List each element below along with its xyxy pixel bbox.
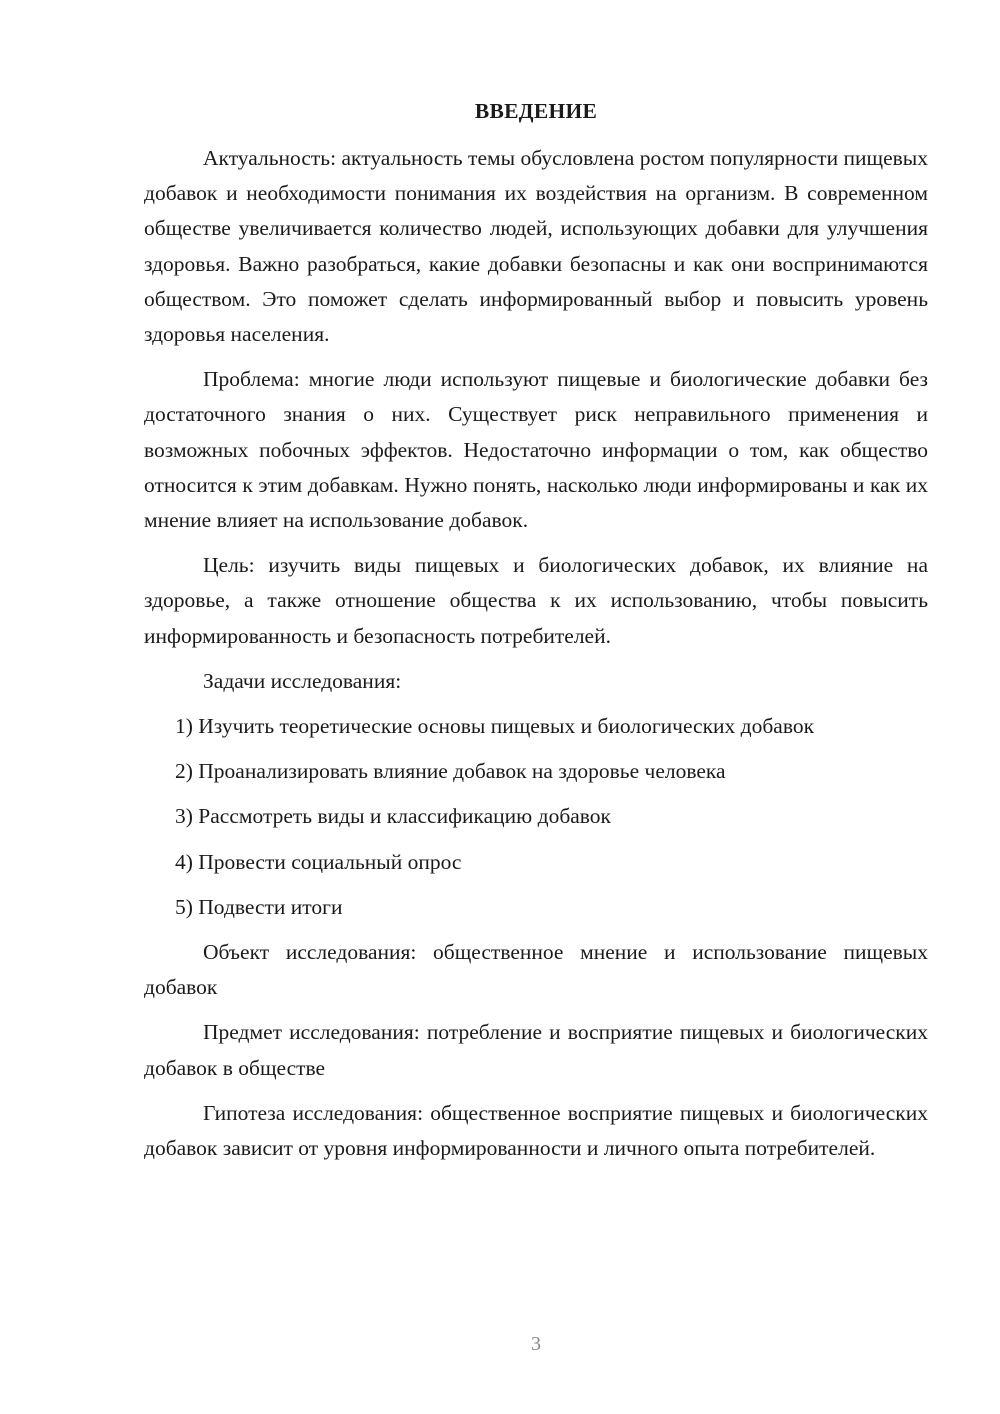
tasks-heading: Задачи исследования: <box>203 668 402 693</box>
task-item-2: 2) Проанализировать влияние добавок на здоровье человека <box>175 759 726 784</box>
task-item-1: 1) Изучить теоретические основы пищевых и биологических добавок <box>175 714 815 739</box>
paragraph-subject: Предмет исследования: потребление и восприятие пищевых и биологических добавок в обществе <box>144 1020 928 1080</box>
page-title: ВВЕДЕНИЕ <box>474 99 598 123</box>
page-number: 3 <box>531 1333 541 1355</box>
task-item-5: 5) Подвести итоги <box>175 894 343 919</box>
page-content <box>144 94 928 1176</box>
paragraph-relevance: Актуальность: актуальность темы обусловлена ростом популярности пищевых добавок и необходимости понимания их воздействия на организм. В современном обществе увеличивается количество людей, использующих добавки для улучшения здоровья. Важно разобраться, какие добавки безопасны и как они воспринимаются обществом. Это поможет сделать информированный выбор и повысить уровень здоровья населения. <box>144 146 928 347</box>
paragraph-problem: Проблема: многие люди используют пищевые и биологические добавки без достаточного знания о них. Существует риск неправильного применения и возможных побочных эффектов. Недостаточно информации о том, как общество относится к этим добавкам. Нужно понять, насколько люди информированы и как их мнение влияет на использование добавок. <box>144 367 928 533</box>
paragraph-object: Объект исследования: общественное мнение и использование пищевых добавок <box>144 940 928 1000</box>
task-item-3: 3) Рассмотреть виды и классификацию добавок <box>175 804 611 829</box>
paragraph-hypothesis: Гипотеза исследования: общественное восприятие пищевых и биологических добавок зависит от уровня информированности и личного опыта потребителей. <box>144 1100 928 1161</box>
task-item-4: 4) Провести социальный опрос <box>175 849 462 874</box>
paragraph-goal: Цель: изучить виды пищевых и биологических добавок, их влияние на здоровье, а также отношение общества к их использованию, чтобы повысить информированность и безопасность потребителей. <box>144 553 928 648</box>
task-list <box>144 709 928 925</box>
